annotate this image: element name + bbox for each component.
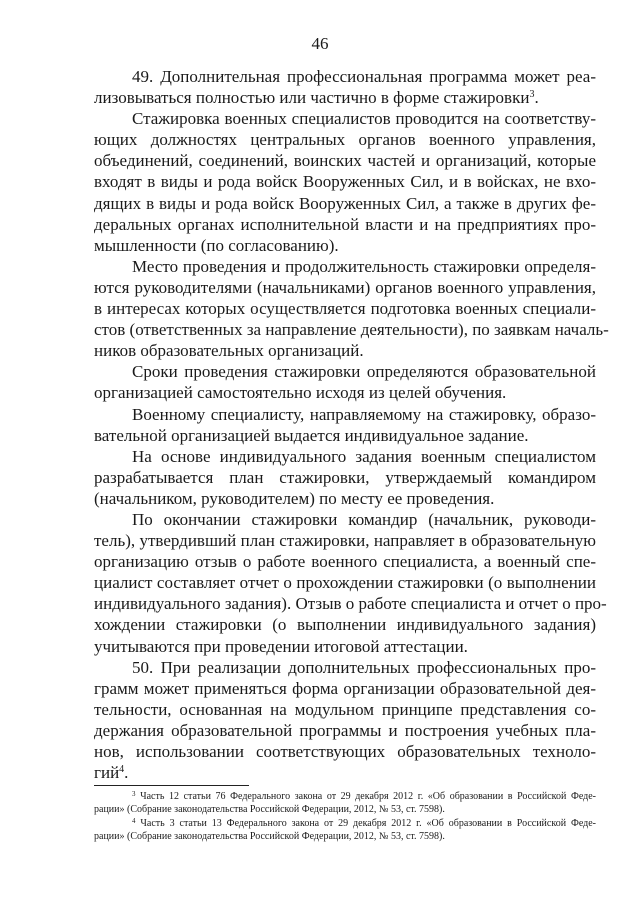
text-line: ников образовательных организаций.: [94, 341, 364, 361]
paragraph: [94, 361, 596, 403]
text-line: хождении стажировки (о выполнении индивидуального задания): [94, 615, 596, 635]
footnote: [94, 817, 596, 844]
paragraph: [94, 404, 596, 446]
document-body: [94, 66, 609, 783]
text-line: индивидуального задания). Отзыв о работе специалиста и отчет о про-: [94, 594, 607, 614]
paragraph: [94, 446, 596, 509]
text-line: входят в виды и рода войск Вооруженных Сил, и в войсках, не вхо-: [94, 172, 596, 192]
text-line: мышленности (по согласованию).: [94, 235, 339, 255]
text-line: в интересах которых осуществляется подготовка военных специали-: [94, 299, 596, 319]
text-line: гий$^4$.: [94, 763, 129, 783]
footnote-line: рации» (Собрание законодательства Российской Федерации, 2012, № 53, ст. 7598).: [94, 831, 445, 843]
text-line: лизовываться полностью или частично в форме стажировки$^3$.: [94, 88, 539, 108]
text-line: 49. Дополнительная профессиональная программа может реа-: [132, 67, 596, 86]
text-line: Военному специалисту, направляемому на стажировку, образо-: [132, 404, 596, 424]
paragraph: [94, 108, 596, 256]
text-line: разрабатывается план стажировки, утверждаемый командиром: [94, 467, 596, 487]
footnote-line: рации» (Собрание законодательства Российской Федерации, 2012, № 53, ст. 7598).: [94, 804, 445, 816]
paragraph: [94, 66, 596, 108]
text-line: По окончании стажировки командир (начальник, руководи-: [132, 509, 596, 529]
paragraph: [94, 657, 596, 784]
paragraph: [94, 256, 609, 361]
footnote-separator: [94, 785, 249, 786]
footnote-line: $^4$ Часть 3 статьи 13 Федерального закона от 29 декабря 2012 г. «Об образовании в Российской Феде-: [132, 816, 597, 829]
footnote: [94, 790, 596, 817]
text-line: Стажировка военных специалистов проводится на соответству-: [132, 109, 596, 129]
text-line: стов (ответственных за направление деятельности), по заявкам началь-: [94, 320, 609, 340]
text-line: Сроки проведения стажировки определяются образовательной: [132, 362, 596, 382]
text-line: нов, использовании соответствующих образовательных техноло-: [94, 742, 596, 761]
footnote-line: $^3$ Часть 12 статьи 76 Федерального закона от 29 декабря 2012 г. «Об образовании в Российской Феде-: [132, 790, 597, 802]
text-line: 50. При реализации дополнительных профессиональных про-: [132, 657, 596, 677]
footnote-mark: 3: [132, 790, 136, 798]
text-line: вательной организацией выдается индивидуальное задание.: [94, 425, 529, 445]
text-line: Место проведения и продолжительность стажировки определя-: [132, 256, 596, 276]
text-line: организацию отзыв о работе военного специалиста, а военный спе-: [94, 552, 596, 572]
footnotes: [94, 790, 596, 844]
text-line: объединений, соединений, воинских частей и организаций, которые: [94, 151, 596, 171]
text-line: ющих должностях центральных органов военного управления,: [94, 130, 596, 150]
text-line: грамм может применяться форма организации образовательной дея-: [94, 678, 596, 698]
text-line: тель), утвердивший план стажировки, направляет в образовательную: [94, 531, 596, 551]
paragraph: [94, 509, 607, 657]
text-line: ются руководителями (начальниками) органов военного управления,: [94, 277, 596, 297]
text-line: держания образовательной программы и построения учебных пла-: [94, 720, 596, 740]
text-line: На основе индивидуального задания военным специалистом: [132, 446, 596, 466]
footnote-ref: 4: [119, 764, 125, 776]
text-line: тельности, основанная на модульном принципе представления со-: [94, 699, 596, 719]
footnote-ref: 3: [529, 89, 535, 101]
footnote-mark: 4: [132, 816, 136, 825]
text-line: учитываются при проведении итоговой аттестации.: [94, 636, 468, 656]
text-line: (начальником, руководителем) по месту ее проведения.: [94, 488, 495, 508]
page-number: 46: [311, 34, 329, 53]
text-line: деральных органах исполнительной власти и на предприятиях про-: [94, 214, 596, 234]
text-line: дящих в виды и рода войск Вооруженных Сил, а также в других фе-: [94, 193, 596, 213]
text-line: организацией самостоятельно исходя из целей обучения.: [94, 383, 507, 403]
text-line: циалист составляет отчет о прохождении стажировки (о выполнении: [94, 573, 596, 593]
